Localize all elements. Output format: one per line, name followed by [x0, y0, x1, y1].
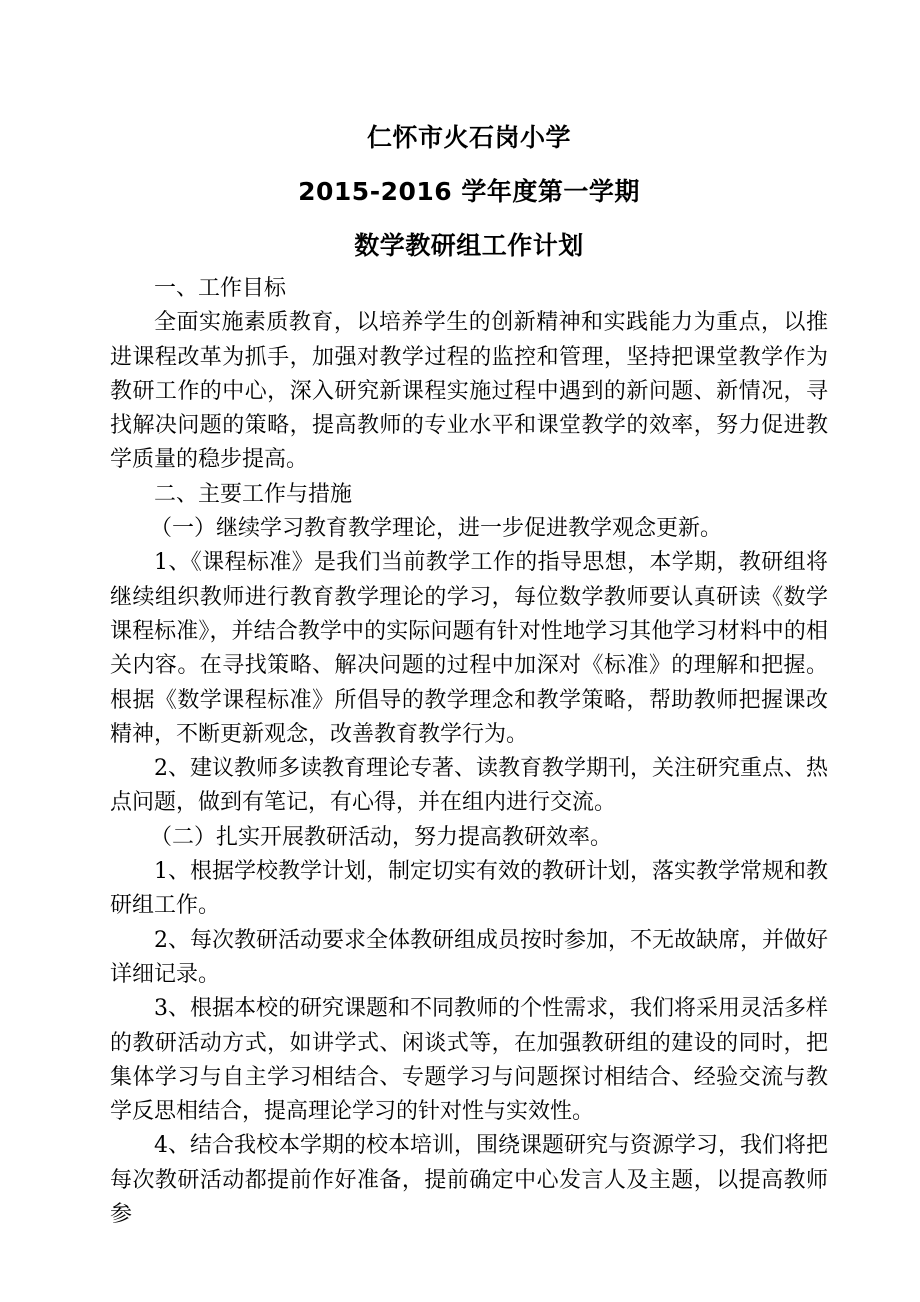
subheading-theory: （一）继续学习教育教学理论，进一步促进教学观念更新。 — [150, 516, 723, 542]
section-heading-measures: 二、主要工作与措施 — [154, 481, 353, 507]
paragraph-reading: 2、建议教师多读教育理论专著、读教育教学期刊，关注研究重点、热点问题，做到有笔记，有心得，并在组内进行交流。 — [110, 756, 828, 816]
document-title-term: 2015-2016 学年度第一学期 — [298, 177, 640, 206]
paragraph-attendance: 2、每次教研活动要求全体教研组成员按时参加，不无故缺席，并做好详细记录。 — [110, 927, 828, 987]
paragraph-methods: 3、根据本校的研究课题和不同教师的个性需求，我们将采用灵活多样的教研活动方式，如讲学式、闲谈式等，在加强教研组的建设的同时，把集体学习与自主学习相结合、专题学习与问题探讨相结合、经验交流与教学反思相结合，提高理论学习的针对性与实效性。 — [110, 996, 828, 1125]
document-title-school: 仁怀市火石岗小学 — [366, 123, 571, 152]
paragraph-plan: 1、根据学校教学计划，制定切实有效的教研计划，落实教学常规和教研组工作。 — [110, 859, 828, 919]
paragraph-training: 4、结合我校本学期的校本培训，围绕课题研究与资源学习，我们将把每次教研活动都提前作好准备，提前确定中心发言人及主题，以提高教师参 — [110, 1133, 828, 1228]
subheading-activities: （二）扎实开展教研活动，努力提高教研效率。 — [150, 824, 613, 850]
section-heading-goals: 一、工作目标 — [154, 276, 287, 301]
document-title-plan: 数学教研组工作计划 — [354, 231, 584, 260]
paragraph-standards: 1、《课程标准》是我们当前教学工作的指导思想，本学期，教研组将继续组织教师进行教育教学理论的学习，每位数学教师要认真研读《数学课程标准》，并结合教学中的实际问题有针对性地学习其他学习材料中的相关内容。在寻找策略、解决问题的过程中加深对《标准》的理解和把握。根据《数学课程标准》所倡导的教学理念和教学策略，帮助教师把握课改精神，不断更新观念，改善教育教学行为。 — [110, 550, 828, 747]
document-page — [110, 112, 828, 1232]
paragraph-goals: 全面实施素质教育，以培养学生的创新精神和实践能力为重点，以推进课程改革为抓手，加强对教学过程的监控和管理，坚持把课堂教学作为教研工作的中心，深入研究新课程实施过程中遇到的新问题、新情况，寻找解决问题的策略，提高教师的专业水平和课堂教学的效率，努力促进教学质量的稳步提高。 — [110, 310, 828, 473]
